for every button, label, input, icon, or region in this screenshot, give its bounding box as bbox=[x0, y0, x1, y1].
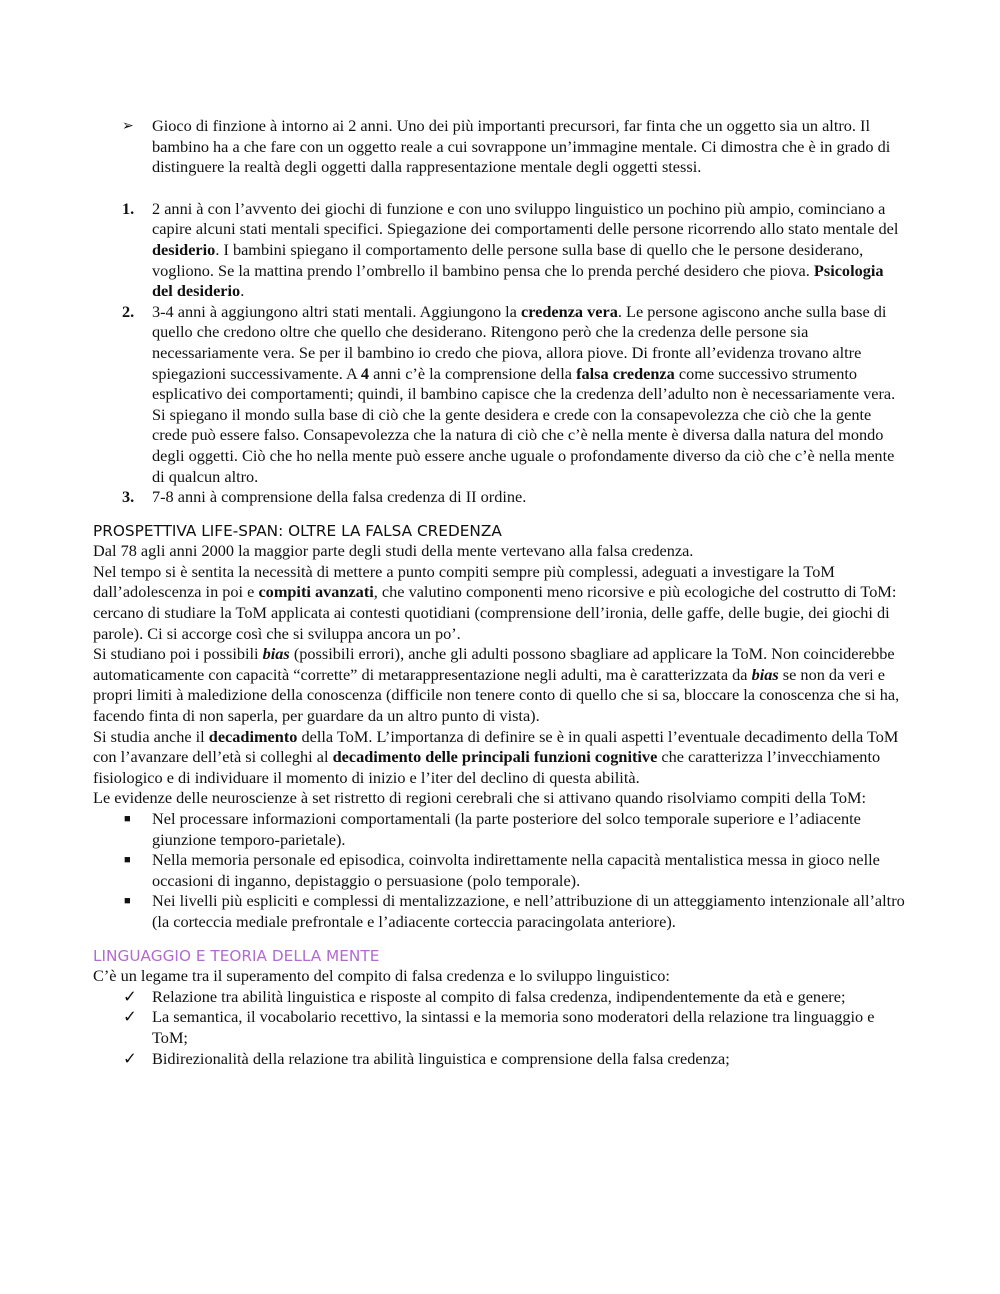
paragraph bbox=[93, 644, 908, 726]
section-heading-life-span: PROSPETTIVA LIFE-SPAN: OLTRE LA FALSA CREDENZA bbox=[93, 521, 502, 540]
text-run: della ToM. L’importanza di definire se è in quali aspetti l’eventuale decadimento della ToM con l’avanzare dell’età si colleghi al bbox=[93, 726, 899, 767]
list-item-text: Nel processare informazioni comportamentali (la parte posteriore del solco temporale superiore e l’adiacente giunzione temporo-parietale). bbox=[152, 809, 861, 849]
item-number: 2. bbox=[122, 301, 135, 321]
paragraph bbox=[93, 727, 908, 789]
list-item bbox=[93, 1007, 908, 1048]
square-bullet-icon: ■ bbox=[124, 895, 131, 908]
list-item-text: Nella memoria personale ed episodica, coinvolta indirettamente nella capacità mentalistica messa in gioco nelle occasioni di inganno, depistaggio o persuasione (polo temporale). bbox=[152, 850, 880, 890]
list-item bbox=[93, 850, 908, 891]
list-item bbox=[93, 1049, 908, 1070]
bold-italic-term: bias bbox=[751, 664, 779, 684]
bold-term: decadimento bbox=[208, 726, 298, 746]
list-item bbox=[93, 891, 908, 932]
text-run: se non da veri e propri limiti à maledizione della conoscenza (difficile non tenere conto di quello che si sa, bloccare la conoscenza che si ha, facendo finta di non saperla, per guardare da un altro punto di vista). bbox=[93, 664, 900, 726]
bold-term: decadimento delle principali funzioni cognitive bbox=[332, 747, 658, 767]
list-item-text: La semantica, il vocabolario recettivo, la sintassi e la memoria sono moderatori della relazione tra linguaggio e ToM; bbox=[152, 1007, 875, 1047]
list-item-text: Bidirezionalità della relazione tra abilità linguistica e comprensione della falsa credenza; bbox=[152, 1048, 730, 1068]
numbered-item-3 bbox=[93, 487, 908, 508]
paragraph: C’è un legame tra il superamento del compito di falsa credenza e lo sviluppo linguistico: bbox=[93, 966, 670, 986]
list-item-text: Nei livelli più espliciti e complessi di mentalizzazione, e nell’attribuzione di un atteggiamento intenzionale all’altro (la corteccia mediale prefrontale e l’adiacente corteccia paracingolata anteriore). bbox=[152, 891, 905, 931]
item-number: 3. bbox=[122, 487, 135, 507]
text-run: che caratterizza l’invecchiamento fisiologico e di individuare il momento di inizio e l’iter del declino di questa abilità. bbox=[93, 747, 881, 787]
list-item-text: Gioco di finzione à intorno ai 2 anni. Uno dei più importanti precursori, far finta che un oggetto sia un altro. Il bambino ha a che fare con un oggetto reale a cui sovrappone un’immagine mentale. Ci dimostra che è in grado di distinguere la realtà degli oggetti dalla rappresentazione mentale degli oggetti stessi. bbox=[152, 116, 891, 177]
item-number: 1. bbox=[122, 198, 135, 218]
text-run: Si studia anche il bbox=[93, 726, 209, 746]
item-text: anni c’è la comprensione della bbox=[369, 363, 577, 383]
paragraph: Dal 78 agli anni 2000 la maggior parte degli studi della mente vertevano alla falsa credenza. bbox=[93, 541, 694, 561]
square-bullet-icon: ■ bbox=[124, 854, 131, 867]
checkmark-icon: ✓ bbox=[123, 1048, 137, 1068]
bold-term: credenza vera bbox=[520, 301, 618, 321]
item-text: . Le persone agiscono anche sulla base di quello che credono oltre che quello che desiderano. Ritengono però che la credenza delle persone sia necessariamente vera. Se per il bambino io credo che piova, allora piove. Di fronte all’evidenza trovano altre spiegazioni successivamente. A bbox=[152, 301, 887, 383]
text-run: , che valutino componenti meno ricorsive e più ecologiche del costrutto di ToM: cercano di studiare la ToM applicata ai contesti quotidiani (comprensione dell’ironia, delle gaffe, delle bugie, dei giochi di parole). Ci si accorge così che si sviluppa ancora un po’. bbox=[93, 582, 897, 643]
bold-italic-term: bias bbox=[262, 644, 290, 664]
text-run: Si studiano poi i possibili bbox=[93, 644, 263, 664]
list-item bbox=[93, 987, 908, 1008]
checkmark-icon: ✓ bbox=[123, 986, 137, 1006]
item-text: 2 anni à con l’avvento dei giochi di funzione e con uno sviluppo linguistico un pochino più ampio, cominciano a capire alcuni stati mentali specifici. Spiegazione dei comportamenti delle persone ricorrendo allo stato mentale del bbox=[152, 198, 899, 239]
item-text: 3-4 anni à aggiungono altri stati mentali. Aggiungono la bbox=[152, 301, 521, 321]
arrow-bullet-icon: ➢ bbox=[122, 118, 134, 134]
bold-term: Psicologia del desiderio bbox=[152, 260, 884, 301]
bold-term: 4 bbox=[360, 363, 370, 383]
item-text: . bbox=[240, 281, 245, 301]
section-heading-language: LINGUAGGIO E TEORIA DELLA MENTE bbox=[93, 946, 380, 965]
list-item bbox=[93, 809, 908, 850]
list-item-text: Relazione tra abilità linguistica e risposte al compito di falsa credenza, indipendentemente da età e genere; bbox=[152, 986, 846, 1006]
item-text: come successivo strumento esplicativo dei comportamenti; quindi, il bambino capisce che la credenza dell’adulto non è necessariamente vera. Si spiegano il mondo sulla base di ciò che la gente desidera e crede con la consapevolezza che ciò che la gente crede può essere falso. Consapevolezza che la natura di ciò che c’è nella mente è diversa dalla natura del mondo degli oggetti. Ciò che ho nella mente può essere anche uguale o profondamente diverso da ciò che c’è nella mente di qualcun altro. bbox=[152, 363, 896, 486]
bold-term: compiti avanzati bbox=[258, 582, 374, 602]
paragraph bbox=[93, 562, 908, 644]
bold-term: desiderio bbox=[152, 239, 216, 259]
checkmark-icon: ✓ bbox=[123, 1007, 137, 1027]
square-bullet-icon: ■ bbox=[124, 813, 131, 825]
paragraph: Le evidenze delle neuroscienze à set ristretto di regioni cerebrali che si attivano quando risolviamo compiti della ToM: bbox=[93, 788, 867, 808]
list-item-pretend-play bbox=[93, 116, 908, 178]
item-text: . I bambini spiegano il comportamento delle persone sulla base di quello che le persone desiderano, vogliono. Se la mattina prendo l’ombrello il bambino pensa che lo prenda perché desidero che piova. bbox=[152, 239, 864, 280]
item-text: 7-8 anni à comprensione della falsa credenza di II ordine. bbox=[152, 487, 527, 507]
spacer bbox=[93, 178, 908, 199]
numbered-item-1 bbox=[93, 199, 908, 302]
numbered-item-2 bbox=[93, 302, 908, 487]
document-body bbox=[93, 116, 908, 1069]
bold-term: falsa credenza bbox=[576, 363, 675, 383]
text-run: (possibili errori), anche gli adulti possono sbagliare ad applicare la ToM. Non coinciderebbe automaticamente con capacità “corrette” di metarappresentazione negli adulti, ma è caratterizzata da bbox=[93, 644, 895, 684]
text-run: Nel tempo si è sentita la necessità di mettere a punto compiti sempre più complessi, adeguati a investigare la ToM dall’adolescenza in poi e bbox=[93, 561, 835, 602]
